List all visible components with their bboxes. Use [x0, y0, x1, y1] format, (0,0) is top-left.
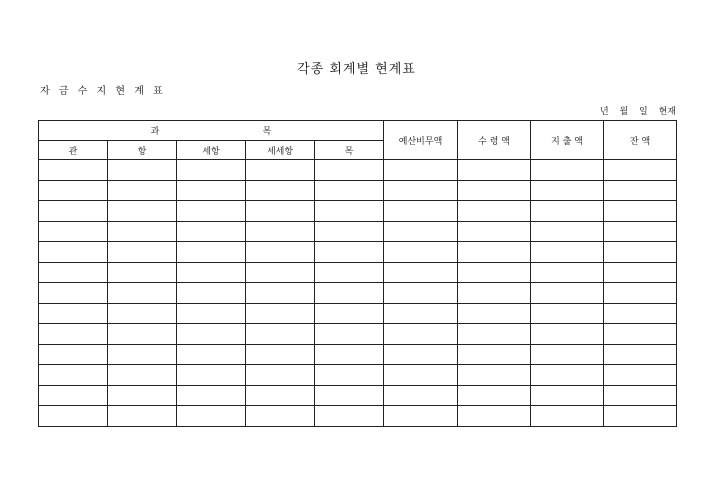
table-cell[interactable]: [384, 385, 458, 406]
table-cell[interactable]: [39, 385, 108, 406]
table-cell[interactable]: [177, 385, 246, 406]
table-row: [39, 283, 677, 304]
received-header: 수 령 액: [458, 121, 531, 160]
table-cell[interactable]: [315, 324, 384, 345]
table-cell[interactable]: [177, 180, 246, 201]
subheader-gwan: 관: [39, 141, 108, 160]
table-cell[interactable]: [384, 365, 458, 386]
table-cell[interactable]: [531, 324, 604, 345]
table-cell[interactable]: [458, 406, 531, 427]
subject-group-header: [39, 121, 384, 141]
table-cell[interactable]: [604, 324, 677, 345]
table-cell[interactable]: [39, 283, 108, 304]
page-title: 각종 회계별 현계표: [297, 62, 416, 77]
table-cell[interactable]: [177, 406, 246, 427]
table-cell[interactable]: [315, 160, 384, 181]
table-cell[interactable]: [315, 365, 384, 386]
table-cell[interactable]: [315, 242, 384, 263]
table-cell[interactable]: [604, 262, 677, 283]
table-cell[interactable]: [246, 283, 315, 304]
table-cell[interactable]: [39, 365, 108, 386]
subheader-mok: 목: [315, 141, 384, 160]
table-row: [39, 406, 677, 427]
table-cell[interactable]: [177, 324, 246, 345]
table-row: [39, 385, 677, 406]
table-cell[interactable]: [531, 385, 604, 406]
table-cell[interactable]: [604, 180, 677, 201]
table-cell[interactable]: [177, 160, 246, 181]
subject-group-label-right: 목: [262, 127, 272, 137]
table-row: [39, 303, 677, 324]
table-cell[interactable]: [246, 385, 315, 406]
table-cell[interactable]: [315, 406, 384, 427]
table-cell[interactable]: [246, 201, 315, 222]
table-row: [39, 324, 677, 345]
table-cell[interactable]: [604, 344, 677, 365]
table-cell[interactable]: [384, 201, 458, 222]
subheader-sehang: 세항: [177, 141, 246, 160]
form-subtitle: 자 금 수 지 현 계 표: [40, 86, 166, 97]
table-cell[interactable]: [108, 303, 177, 324]
table-cell[interactable]: [39, 324, 108, 345]
table-cell[interactable]: [384, 344, 458, 365]
table-cell[interactable]: [108, 242, 177, 263]
table-cell[interactable]: [39, 201, 108, 222]
table-cell[interactable]: [315, 201, 384, 222]
table-cell[interactable]: [384, 262, 458, 283]
subheader-sesehang: 세세항: [246, 141, 315, 160]
table-cell[interactable]: [315, 303, 384, 324]
table-cell[interactable]: [384, 324, 458, 345]
table-cell[interactable]: [108, 324, 177, 345]
table-cell[interactable]: [604, 160, 677, 181]
table-cell[interactable]: [604, 365, 677, 386]
table-cell[interactable]: [604, 303, 677, 324]
table-cell[interactable]: [384, 160, 458, 181]
ledger-body: [39, 160, 677, 427]
table-cell[interactable]: [384, 242, 458, 263]
table-row: [39, 344, 677, 365]
table-cell[interactable]: [384, 221, 458, 242]
table-cell[interactable]: [108, 365, 177, 386]
table-cell[interactable]: [108, 221, 177, 242]
table-cell[interactable]: [315, 344, 384, 365]
table-cell[interactable]: [458, 262, 531, 283]
table-cell[interactable]: [458, 324, 531, 345]
table-cell[interactable]: [108, 160, 177, 181]
table-cell[interactable]: [315, 283, 384, 304]
table-cell[interactable]: [177, 283, 246, 304]
table-cell[interactable]: [246, 180, 315, 201]
table-cell[interactable]: [108, 201, 177, 222]
table-row: [39, 160, 677, 181]
table-cell[interactable]: [246, 344, 315, 365]
table-cell[interactable]: [384, 303, 458, 324]
table-row: [39, 365, 677, 386]
table-cell[interactable]: [384, 406, 458, 427]
table-row: [39, 242, 677, 263]
table-cell[interactable]: [246, 406, 315, 427]
table-cell[interactable]: [384, 283, 458, 304]
table-cell[interactable]: [458, 221, 531, 242]
table-cell[interactable]: [177, 201, 246, 222]
table-row: [39, 180, 677, 201]
table-cell[interactable]: [246, 324, 315, 345]
table-cell[interactable]: [315, 262, 384, 283]
table-cell[interactable]: [531, 160, 604, 181]
subject-group-label-left: 과: [150, 127, 160, 137]
table-cell[interactable]: [604, 283, 677, 304]
table-cell[interactable]: [315, 385, 384, 406]
table-cell[interactable]: [384, 180, 458, 201]
table-cell[interactable]: [531, 221, 604, 242]
table-cell[interactable]: [604, 385, 677, 406]
table-cell[interactable]: [531, 303, 604, 324]
table-cell[interactable]: [39, 160, 108, 181]
table-cell[interactable]: [108, 344, 177, 365]
table-row: [39, 262, 677, 283]
table-cell[interactable]: [39, 180, 108, 201]
table-cell[interactable]: [458, 242, 531, 263]
table-cell[interactable]: [108, 180, 177, 201]
table-cell[interactable]: [39, 344, 108, 365]
table-cell[interactable]: [108, 283, 177, 304]
table-cell[interactable]: [39, 303, 108, 324]
table-cell[interactable]: [246, 242, 315, 263]
expenditure-header: 지 출 액: [531, 121, 604, 160]
table-cell[interactable]: [108, 406, 177, 427]
table-cell[interactable]: [177, 221, 246, 242]
table-cell[interactable]: [315, 221, 384, 242]
ledger-table: [38, 120, 677, 427]
table-cell[interactable]: [531, 365, 604, 386]
table-cell[interactable]: [458, 201, 531, 222]
table-cell[interactable]: [604, 242, 677, 263]
table-cell[interactable]: [458, 385, 531, 406]
table-cell[interactable]: [39, 242, 108, 263]
table-cell[interactable]: [246, 365, 315, 386]
table-cell[interactable]: [604, 406, 677, 427]
table-cell[interactable]: [531, 283, 604, 304]
table-cell[interactable]: [531, 180, 604, 201]
table-cell[interactable]: [246, 303, 315, 324]
table-cell[interactable]: [458, 303, 531, 324]
table-cell[interactable]: [108, 262, 177, 283]
subheader-hang: 항: [108, 141, 177, 160]
table-cell[interactable]: [604, 201, 677, 222]
date-line: 년 월 일 현재: [599, 107, 676, 117]
table-row: [39, 201, 677, 222]
table-cell[interactable]: [108, 385, 177, 406]
table-cell[interactable]: [177, 242, 246, 263]
budget-header: 예산비무액: [384, 121, 458, 160]
table-cell[interactable]: [246, 262, 315, 283]
table-cell[interactable]: [246, 221, 315, 242]
table-cell[interactable]: [604, 221, 677, 242]
table-cell[interactable]: [458, 365, 531, 386]
table-cell[interactable]: [531, 406, 604, 427]
table-cell[interactable]: [246, 160, 315, 181]
table-cell[interactable]: [315, 180, 384, 201]
table-cell[interactable]: [177, 365, 246, 386]
table-cell[interactable]: [531, 242, 604, 263]
table-cell[interactable]: [39, 262, 108, 283]
table-cell[interactable]: [458, 180, 531, 201]
table-cell[interactable]: [531, 201, 604, 222]
table-cell[interactable]: [177, 262, 246, 283]
table-cell[interactable]: [531, 262, 604, 283]
table-row: [39, 221, 677, 242]
table-cell[interactable]: [531, 344, 604, 365]
table-cell[interactable]: [458, 160, 531, 181]
table-cell[interactable]: [39, 221, 108, 242]
balance-header: 잔 액: [604, 121, 677, 160]
table-cell[interactable]: [39, 406, 108, 427]
table-cell[interactable]: [177, 303, 246, 324]
table-cell[interactable]: [177, 344, 246, 365]
table-cell[interactable]: [458, 283, 531, 304]
table-cell[interactable]: [458, 344, 531, 365]
